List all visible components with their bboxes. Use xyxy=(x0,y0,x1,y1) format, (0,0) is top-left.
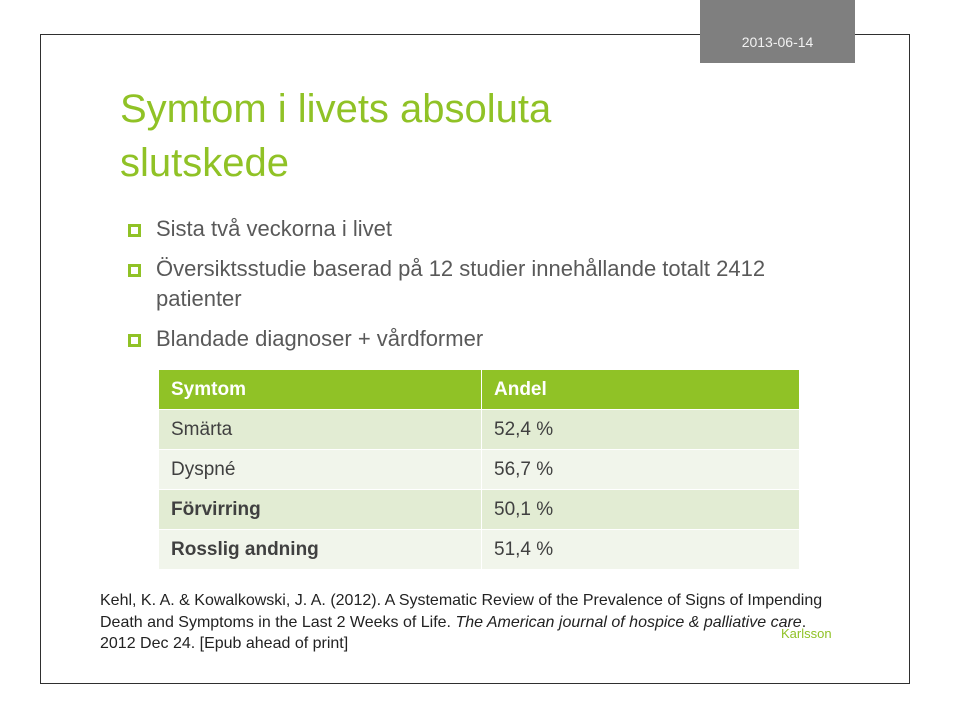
symptom-cell: Dyspné xyxy=(159,450,482,490)
hollow-square-icon xyxy=(128,224,141,237)
table-row xyxy=(159,450,800,490)
hollow-square-icon xyxy=(128,334,141,347)
symptom-cell: Förvirring xyxy=(159,490,482,530)
column-header-symptom: Symtom xyxy=(159,370,482,410)
title-line-1: Symtom i livets absoluta xyxy=(120,87,552,131)
author-label: Karlsson xyxy=(781,626,832,641)
date-tab xyxy=(700,0,855,63)
bullet-text: Blandade diagnoser + vårdformer xyxy=(156,326,484,351)
reference-citation xyxy=(100,590,840,655)
reference-journal: The American journal of hospice & palliative care xyxy=(455,613,802,631)
table-row xyxy=(159,410,800,450)
bullet-list xyxy=(128,214,828,364)
bullet-item xyxy=(128,214,828,244)
title-line-2: slutskede xyxy=(120,141,289,185)
bullet-text: Sista två veckorna i livet xyxy=(156,216,392,241)
share-cell: 52,4 % xyxy=(482,410,800,450)
bullet-text: Översiktsstudie baserad på 12 studier innehållande totalt 2412 patienter xyxy=(156,256,766,311)
share-cell: 51,4 % xyxy=(482,530,800,570)
slide-title xyxy=(120,82,720,190)
bullet-item xyxy=(128,324,828,354)
date-label: 2013-06-14 xyxy=(741,34,814,50)
symptom-table xyxy=(158,369,800,570)
symptom-cell: Smärta xyxy=(159,410,482,450)
symptom-cell: Rosslig andning xyxy=(159,530,482,570)
hollow-square-icon xyxy=(128,264,141,277)
reference-main: Kehl, K. A. & Kowalkowski, J. A. (2012). A Systematic Review of the Prevalence of Signs of Impending Death and Symptoms in the Last 2 Weeks of Life. xyxy=(100,592,823,631)
share-cell: 50,1 % xyxy=(482,490,800,530)
table-row xyxy=(159,490,800,530)
share-cell: 56,7 % xyxy=(482,450,800,490)
table-header-row xyxy=(159,370,800,410)
column-header-share: Andel xyxy=(482,370,800,410)
bullet-item xyxy=(128,254,828,314)
reference-tail: . 2012 Dec 24. [Epub ahead of print] xyxy=(100,613,807,652)
table-row xyxy=(159,530,800,570)
